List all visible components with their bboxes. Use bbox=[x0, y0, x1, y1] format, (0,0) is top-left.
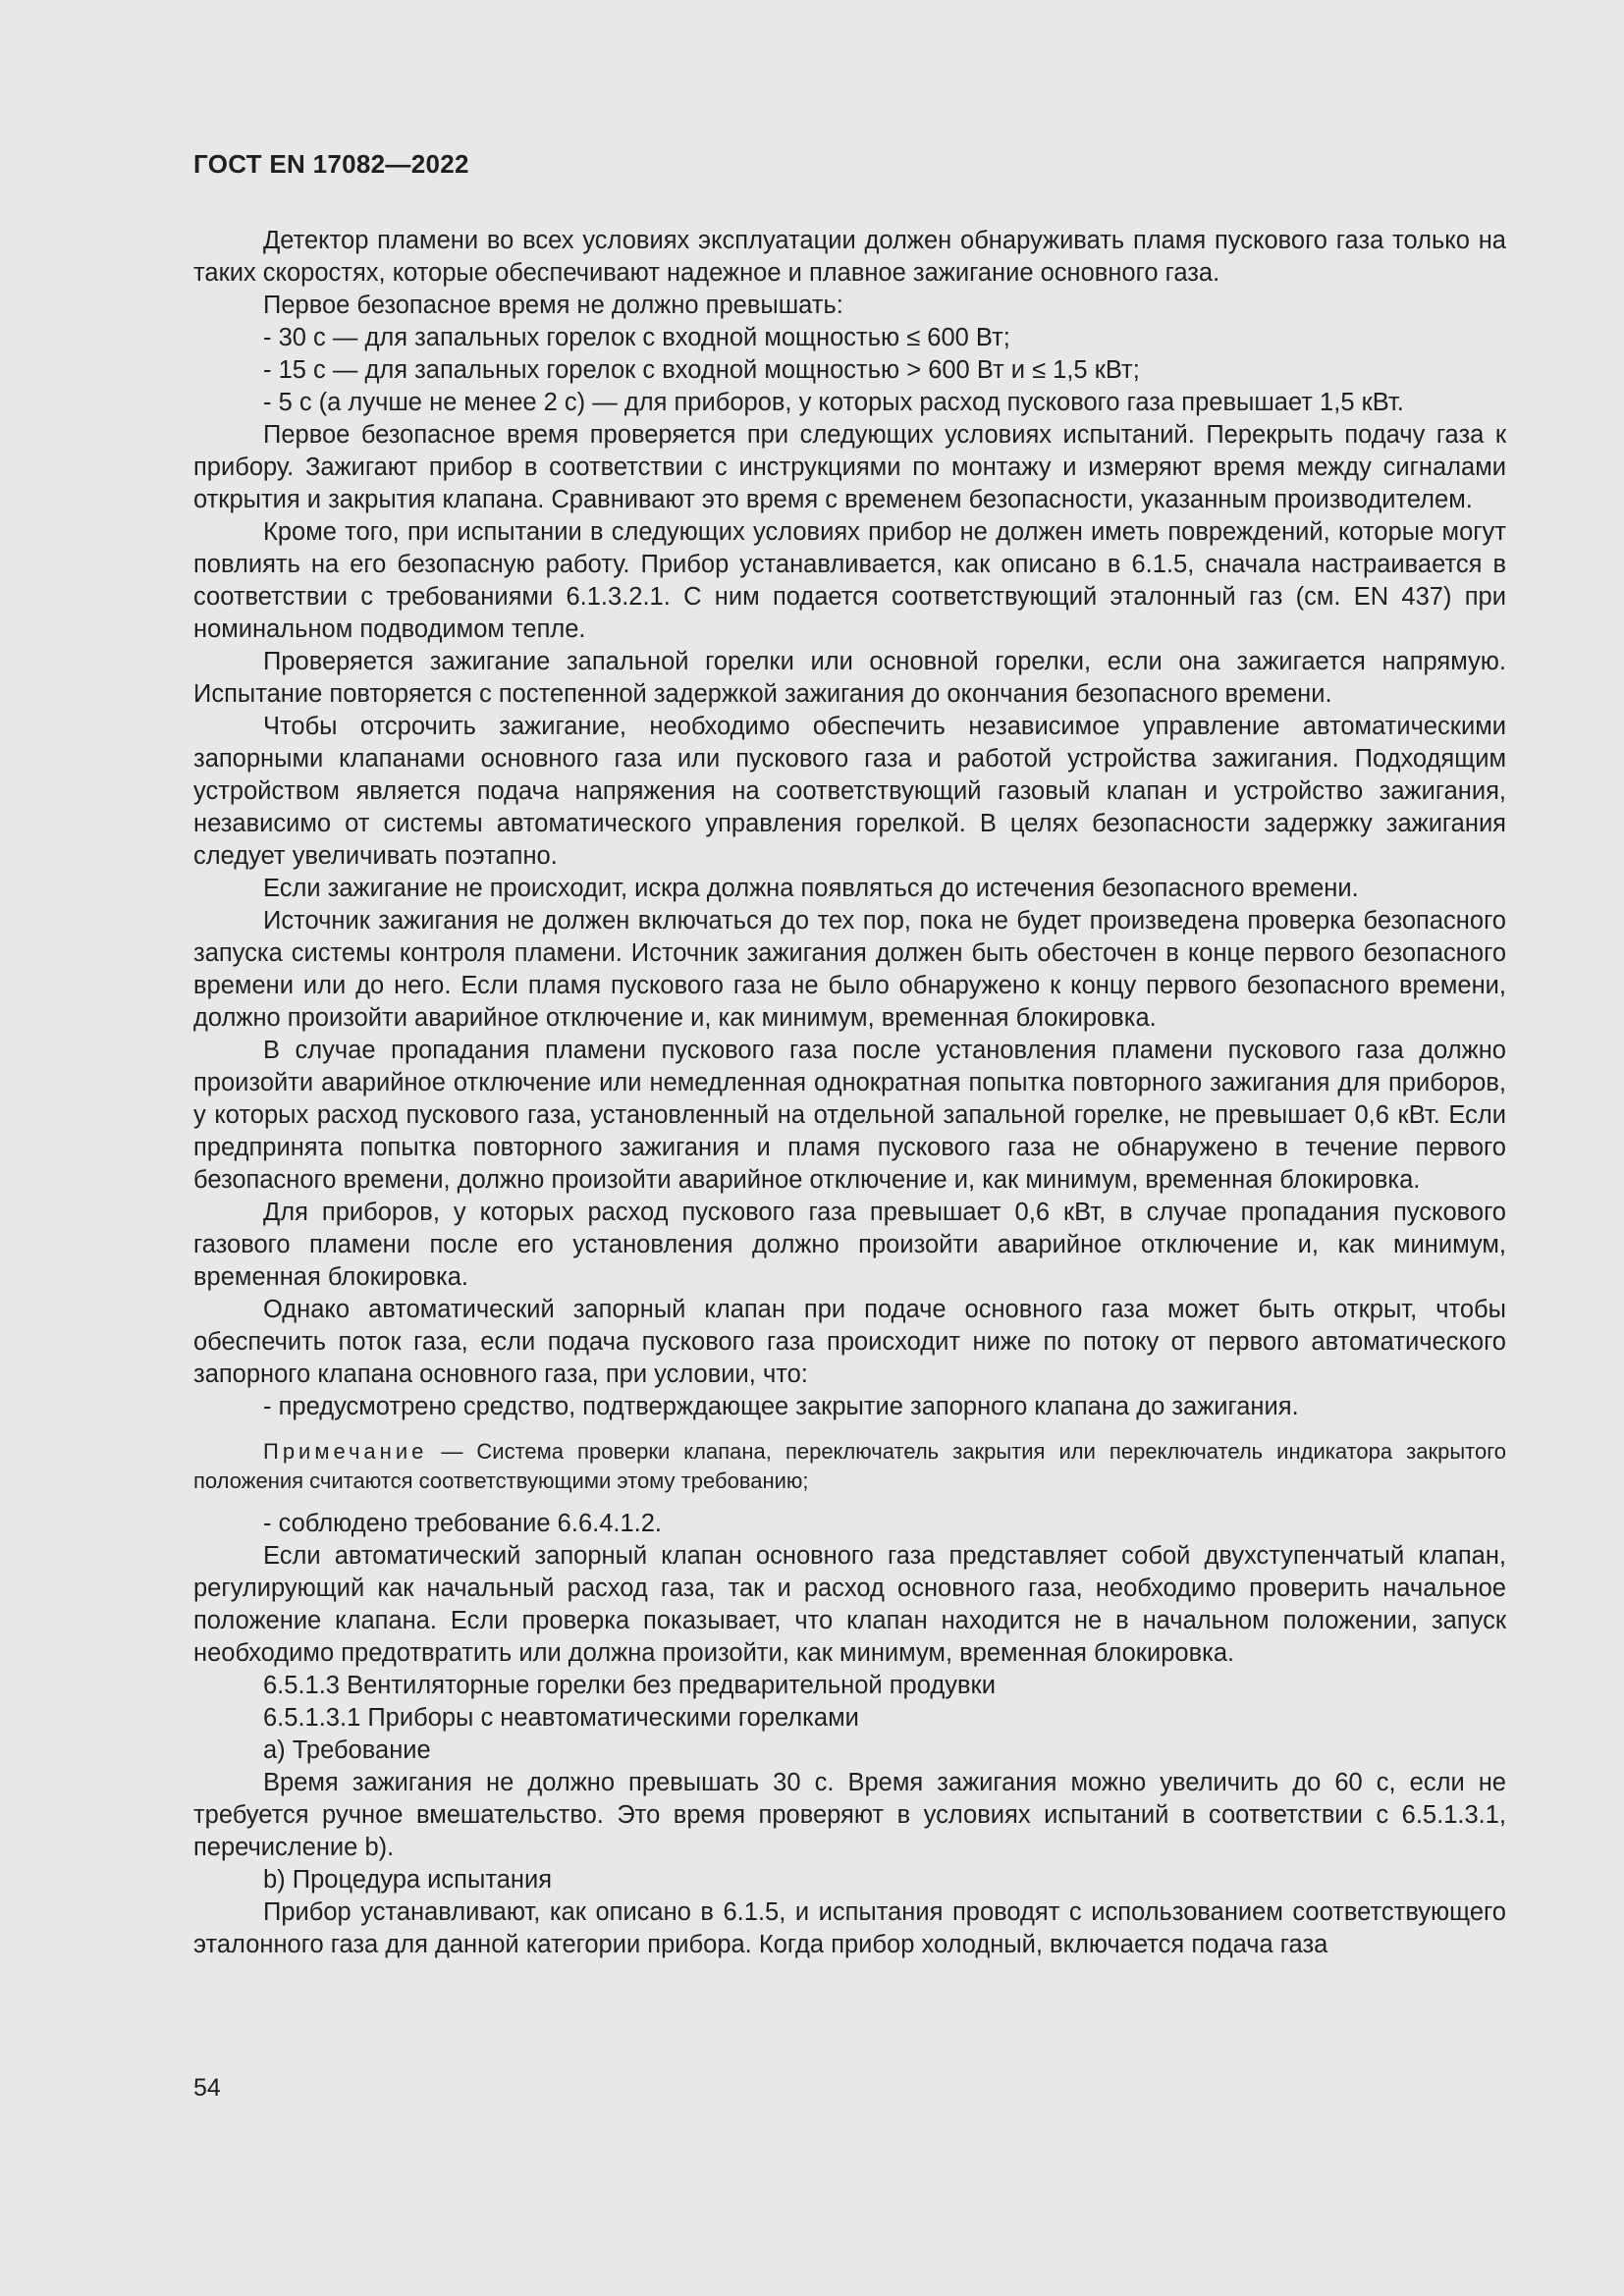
list-item: - 15 с — для запальных горелок с входной мощностью > 600 Вт и ≤ 1,5 кВт; bbox=[263, 356, 1140, 384]
document-body bbox=[193, 225, 1506, 1961]
paragraph: Прибор устанавливают, как описано в 6.1.5, и испытания проводят с использованием соответствующего эталонного газа для данной категории прибора. Когда прибор холодный, включается подача газа bbox=[193, 1898, 1506, 1958]
note-label: Примечание bbox=[263, 1439, 428, 1464]
section-heading: 6.5.1.3 Вентиляторные горелки без предварительной продувки bbox=[263, 1672, 996, 1699]
list-item: - предусмотрено средство, подтверждающее закрытие запорного клапана до зажигания. bbox=[263, 1393, 1299, 1420]
list-item: - 5 с (а лучше не менее 2 с) — для приборов, у которых расход пускового газа превышает 1,5 кВт. bbox=[263, 389, 1404, 416]
list-item: - соблюдено требование 6.6.4.1.2. bbox=[263, 1510, 663, 1537]
paragraph: В случае пропадания пламени пускового газа после установления пламени пускового газа должно произойти аварийное отключение или немедленная однократная попытка повторного зажигания для приборов, у которых расход пускового газа, установленный на отдельной запальной горелке, не превышает 0,6 кВт. Если предпринята попытка повторного зажигания и пламя пускового газа не обнаружено в течение первого безопасного времени, должно произойти аварийное отключение и, как минимум, временная блокировка. bbox=[193, 1037, 1506, 1194]
paragraph: Кроме того, при испытании в следующих условиях прибор не должен иметь повреждений, которые могут повлиять на его безопасную работу. Прибор устанавливается, как описано в 6.1.5, сначала настраивается в соответствии с требованиями 6.1.3.2.1. С ним подается соответствующий эталонный газ (см. EN 437) при номинальном подводимом тепле. bbox=[193, 518, 1506, 643]
paragraph: Время зажигания не должно превышать 30 с. Время зажигания можно увеличить до 60 с, если не требуется ручное вмешательство. Это время проверяют в условиях испытаний в соответствии с 6.5.1.3.1, перечисление b). bbox=[193, 1769, 1506, 1861]
subsection-heading: 6.5.1.3.1 Приборы с неавтоматическими горелками bbox=[263, 1704, 859, 1732]
paragraph: Первое безопасное время не должно превышать: bbox=[263, 292, 843, 319]
note bbox=[193, 1437, 1506, 1496]
item-heading: а) Требование bbox=[263, 1736, 431, 1764]
paragraph: Однако автоматический запорный клапан при подаче основного газа может быть открыт, чтобы обеспечить поток газа, если подача пускового газа происходит ниже по потоку от первого автоматического запорного клапана основного газа, при условии, что: bbox=[193, 1296, 1506, 1388]
paragraph: Детектор пламени во всех условиях эксплуатации должен обнаруживать пламя пускового газа только на таких скоростях, которые обеспечивают надежное и плавное зажигание основного газа. bbox=[193, 227, 1506, 287]
page-number: 54 bbox=[193, 2074, 221, 2102]
paragraph: Если зажигание не происходит, искра должна появляться до истечения безопасного времени. bbox=[263, 875, 1359, 902]
paragraph: Чтобы отсрочить зажигание, необходимо обеспечить независимое управление автоматическими запорными клапанами основного газа или пускового газа и работой устройства зажигания. Подходящим устройством является подача напряжения на соответствующий газовый клапан и устройство зажигания, независимо от системы автоматического управления горелкой. В целях безопасности задержку зажигания следует увеличивать поэтапно. bbox=[193, 713, 1506, 870]
paragraph: Источник зажигания не должен включаться до тех пор, пока не будет произведена проверка безопасного запуска системы контроля пламени. Источник зажигания должен быть обесточен в конце первого безопасного времени или до него. Если пламя пускового газа не было обнаружено к концу первого безопасного времени, должно произойти аварийное отключение и, как минимум, временная блокировка. bbox=[193, 907, 1506, 1032]
note-text: — Система проверки клапана, переключатель закрытия или переключатель индикатора закрытого положения считаются соответствующими этому требованию; bbox=[193, 1439, 1506, 1493]
list-item: - 30 с — для запальных горелок с входной мощностью ≤ 600 Вт; bbox=[263, 324, 1010, 351]
paragraph: Первое безопасное время проверяется при следующих условиях испытаний. Перекрыть подачу газа к прибору. Зажигают прибор в соответствии с инструкциями по монтажу и измеряют время между сигналами открытия и закрытия клапана. Сравнивают это время с временем безопасности, указанным производителем. bbox=[193, 421, 1506, 513]
paragraph: Если автоматический запорный клапан основного газа представляет собой двухступенчатый клапан, регулирующий как начальный расход газа, так и расход основного газа, необходимо проверить начальное положение клапана. Если проверка показывает, что клапан находится не в начальном положении, запуск необходимо предотвратить или должна произойти, как минимум, временная блокировка. bbox=[193, 1542, 1506, 1667]
paragraph: Проверяется зажигание запальной горелки или основной горелки, если она зажигается напрямую. Испытание повторяется с постепенной задержкой зажигания до окончания безопасного времени. bbox=[193, 648, 1506, 708]
paragraph: Для приборов, у которых расход пускового газа превышает 0,6 кВт, в случае пропадания пускового газового пламени после его установления должно произойти аварийное отключение и, как минимум, временная блокировка. bbox=[193, 1199, 1506, 1291]
item-heading: b) Процедура испытания bbox=[263, 1866, 553, 1894]
document-code-header: ГОСТ EN 17082—2022 bbox=[193, 149, 469, 179]
